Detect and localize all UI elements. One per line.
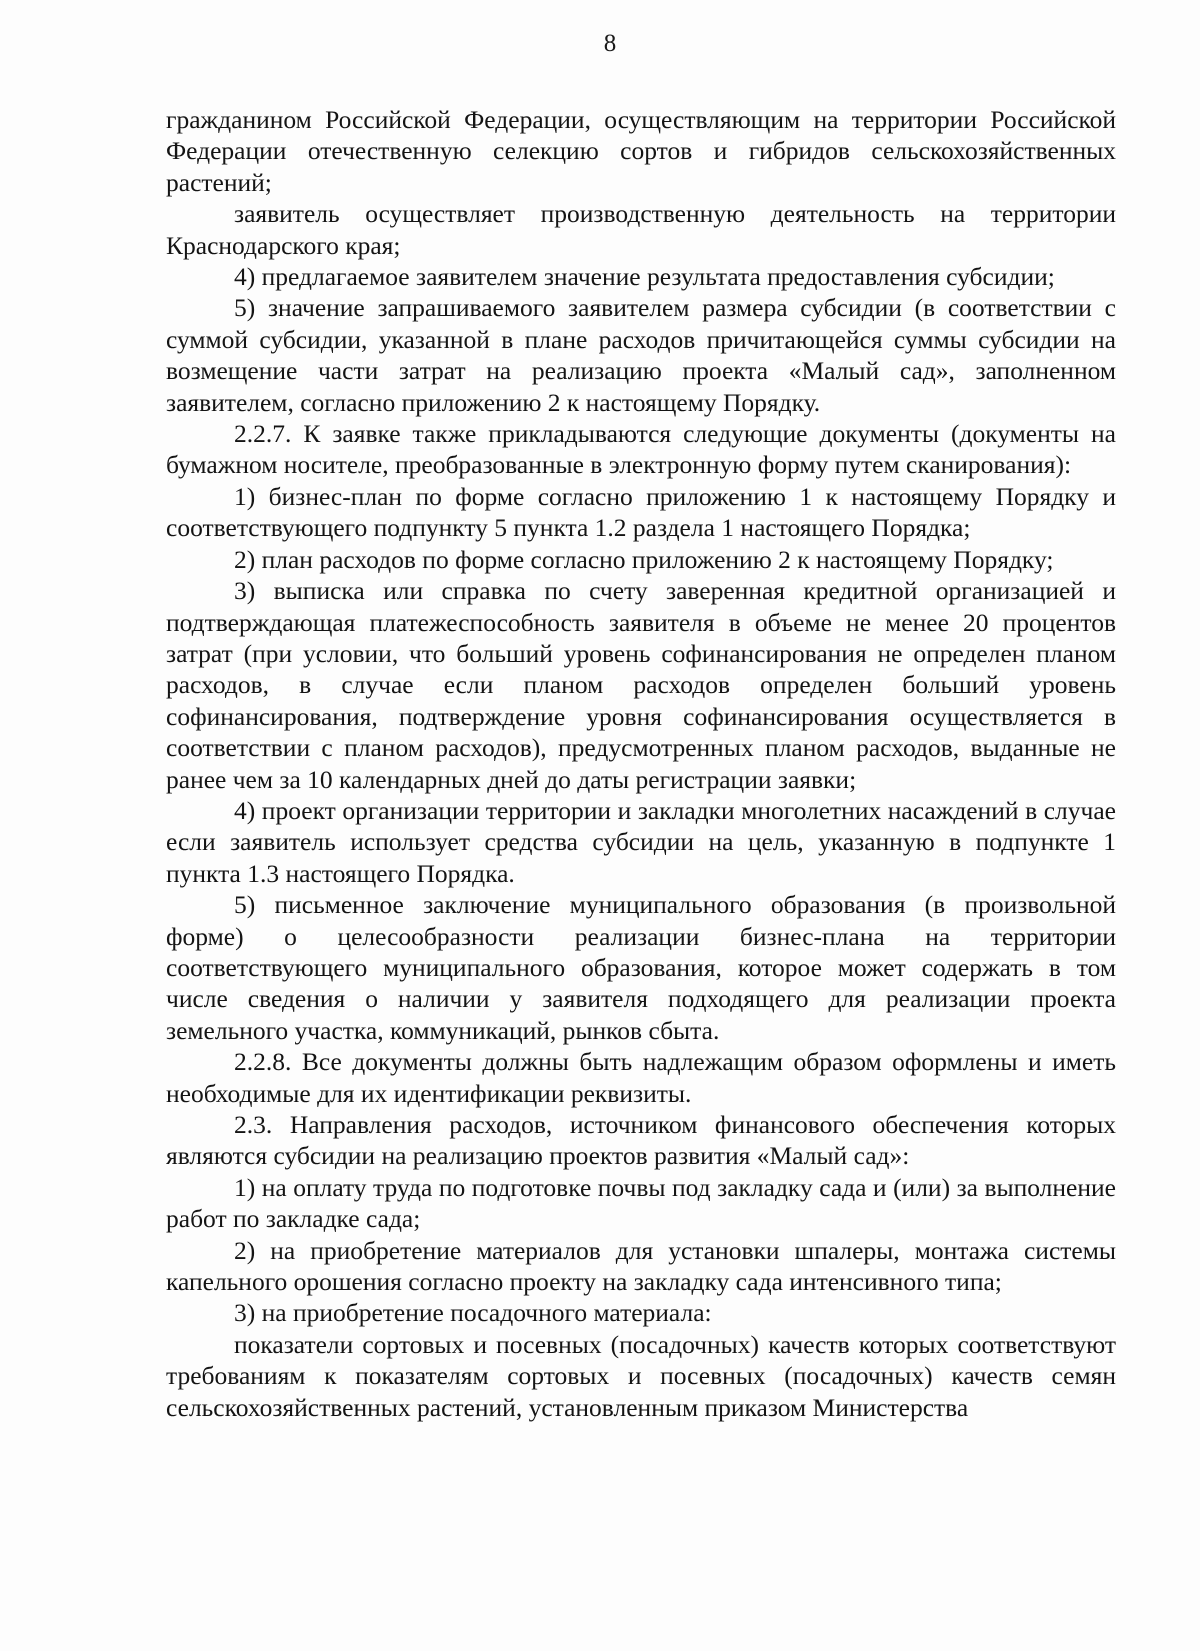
paragraph-11: 2.2.8. Все документы должны быть надлежащим образом оформлены и иметь необходимые для их идентификации реквизиты. (166, 1047, 1116, 1108)
paragraph-10: 5) письменное заключение муниципального образования (в произвольной форме) о целесообразности реализации бизнес-плана на территории соответствующего муниципального образования, которое может содержать в том числе сведения о наличии у заявителя подходящего для реализации проекта земельного участка, коммуникаций, рынков сбыта. (166, 890, 1116, 1045)
paragraph-16: показатели сортовых и посевных (посадочных) качеств которых соответствуют требованиям к показателям сортовых и посевных (посадочных) качеств семян сельскохозяйственных растений, установленным приказом Министерства (166, 1329, 1116, 1422)
paragraph-9: 4) проект организации территории и закладки многолетних насаждений в случае если заявитель использует средства субсидии на цель, указанную в подпункте 1 пункта 1.3 настоящего Порядка. (166, 795, 1116, 888)
paragraph-4: 5) значение запрашиваемого заявителем размера субсидии (в соответствии с суммой субсидии, указанной в плане расходов причитающейся суммы субсидии на возмещение части затрат на реализацию проекта «Малый сад», заполненном заявителем, согласно приложению 2 к настоящему Порядку. (166, 293, 1116, 417)
paragraph-12: 2.3. Направления расходов, источником финансового обеспечения которых являются субсидии на реализацию проектов развития «Малый сад»: (166, 1110, 1116, 1171)
page-number: 8 (603, 30, 617, 57)
paragraph-15: 3) на приобретение посадочного материала: (234, 1298, 712, 1328)
paragraph-13: 1) на оплату труда по подготовке почвы под закладку сада и (или) за выполнение работ по закладке сада; (166, 1172, 1116, 1234)
paragraph-3: 4) предлагаемое заявителем значение результата предоставления субсидии; (234, 262, 1055, 292)
paragraph-7: 2) план расходов по форме согласно приложению 2 к настоящему Порядку; (234, 544, 1054, 574)
paragraph-8: 3) выписка или справка по счету заверенная кредитной организацией и подтверждающая платежеспособность заявителя в объеме не менее 20 процентов затрат (при условии, что больший уровень софинансирования не определен планом расходов, в случае если планом расходов определен больший уровень софинансирования, подтверждение уровня софинансирования осуществляется в соответствии с планом расходов), предусмотренных планом расходов, выданные не ранее чем за 10 календарных дней до даты регистрации заявки; (166, 576, 1116, 794)
paragraph-5: 2.2.7. К заявке также прикладываются следующие документы (документы на бумажном носителе, преобразованные в электронную форму путем сканирования): (166, 419, 1116, 480)
paragraph-14: 2) на приобретение материалов для установки шпалеры, монтажа системы капельного орошения согласно проекту на закладку сада интенсивного типа; (166, 1235, 1116, 1297)
paragraph-1: гражданином Российской Федерации, осуществляющим на территории Российской Федерации отечественную селекцию сортов и гибридов сельскохозяйственных растений; (166, 105, 1116, 197)
paragraph-2: заявитель осуществляет производственную деятельность на территории Краснодарского края; (166, 199, 1116, 260)
document-body (166, 104, 1116, 1423)
paragraph-6: 1) бизнес-план по форме согласно приложению 1 к настоящему Порядку и соответствующего подпункту 5 пункта 1.2 раздела 1 настоящего Порядка; (166, 481, 1116, 543)
